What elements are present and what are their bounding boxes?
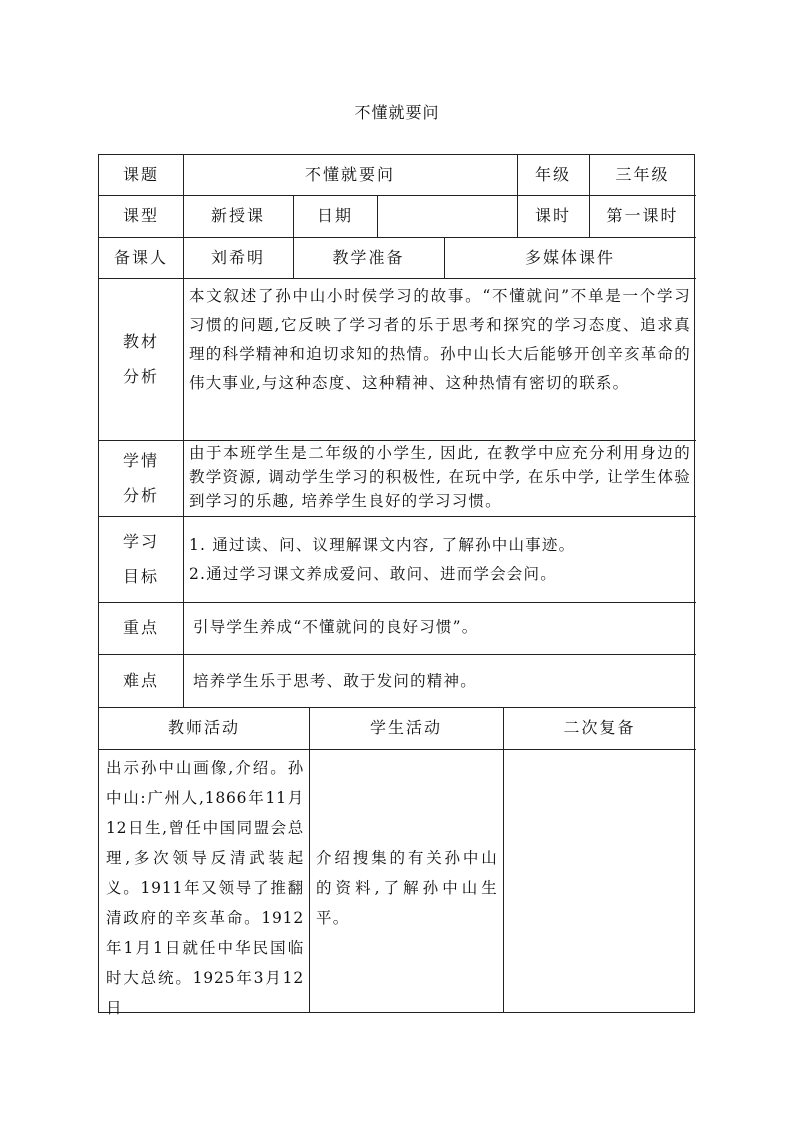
type-value: 新授课 bbox=[210, 206, 265, 226]
label-line: 学情 bbox=[122, 450, 159, 470]
date-label: 日期 bbox=[316, 206, 353, 226]
grade-value: 三年级 bbox=[615, 165, 670, 185]
date-value bbox=[377, 195, 517, 237]
student-activity-header: 学生活动 bbox=[369, 718, 442, 738]
revision-header: 二次复备 bbox=[563, 718, 636, 738]
row-divider bbox=[99, 654, 696, 655]
preparation-label: 教学准备 bbox=[332, 247, 405, 267]
document-title: 不懂就要问 bbox=[354, 103, 440, 122]
grade-label: 年级 bbox=[534, 165, 571, 185]
label-line: 分析 bbox=[122, 486, 159, 505]
key-point-text: 引导学生养成“不懂就问的良好习惯”。 bbox=[193, 618, 479, 636]
col-divider bbox=[309, 707, 310, 1013]
preparation-value: 多媒体课件 bbox=[524, 247, 615, 267]
teacher-activity-header: 教师活动 bbox=[167, 718, 240, 738]
student-activity-text: 介绍搜集的有关孙中山的资料,了解孙中山生平。 bbox=[316, 849, 498, 927]
period-label: 课时 bbox=[534, 206, 571, 226]
preparer-value: 刘希明 bbox=[210, 247, 265, 267]
key-point-label: 重点 bbox=[122, 618, 159, 638]
row-divider bbox=[99, 602, 696, 603]
difficulty-label: 难点 bbox=[122, 670, 159, 690]
material-analysis-label bbox=[99, 278, 183, 440]
difficulty-text: 培养学生乐于思考、敢于发问的精神。 bbox=[193, 672, 477, 690]
student-analysis-text: 由于本班学生是二年级的小学生, 因此, 在教学中应充分利用身边的教学资源, 调动学生学习的积极性, 在玩中学, 在乐中学, 让学生体验到学习的乐趣, 培养学生良好的学习习惯。 bbox=[189, 444, 691, 510]
lesson-plan-table bbox=[98, 154, 695, 1017]
student-analysis-label bbox=[99, 440, 183, 516]
row-divider bbox=[99, 749, 696, 750]
topic-label: 课题 bbox=[122, 165, 159, 185]
row-divider bbox=[99, 516, 696, 517]
label-line: 学习 bbox=[122, 531, 159, 551]
label-line: 目标 bbox=[122, 567, 159, 586]
learning-goals-list bbox=[189, 531, 691, 589]
goal-item: 1. 通过读、问、议理解课文内容, 了解孙中山事迹。 bbox=[189, 536, 576, 554]
preparer-label: 备课人 bbox=[113, 247, 168, 267]
learning-goals-label bbox=[99, 516, 183, 602]
goal-item: 2.通过学习课文养成爱问、敢问、进而学会会问。 bbox=[189, 565, 557, 583]
material-analysis-text: 本文叙述了孙中山小时侯学习的故事。“不懂就问”不单是一个学习习惯的问题,它反映了学习者的乐于思考和探究的学习态度、追求真理的科学精神和迫切求知的热情。孙中山长大后能够开创辛亥革命的伟大事业,与这种态度、这种精神、这种热情有密切的联系。 bbox=[189, 287, 691, 392]
col-divider bbox=[503, 707, 504, 1013]
topic-value: 不懂就要问 bbox=[304, 165, 395, 185]
label-line: 教材 bbox=[122, 331, 159, 351]
period-value: 第一课时 bbox=[606, 206, 679, 226]
label-line: 分析 bbox=[122, 367, 159, 386]
row-divider bbox=[99, 278, 696, 279]
type-label: 课型 bbox=[122, 206, 159, 226]
teacher-activity-text: 出示孙中山画像,介绍。孙中山:广州人,1866年11月12日生,曾任中国同盟会总理,多次领导反清武装起义。1911年又领导了推翻清政府的辛亥革命。1912年1月1日就任中华民国临时大总统。1925年3月12日 bbox=[106, 759, 304, 1017]
